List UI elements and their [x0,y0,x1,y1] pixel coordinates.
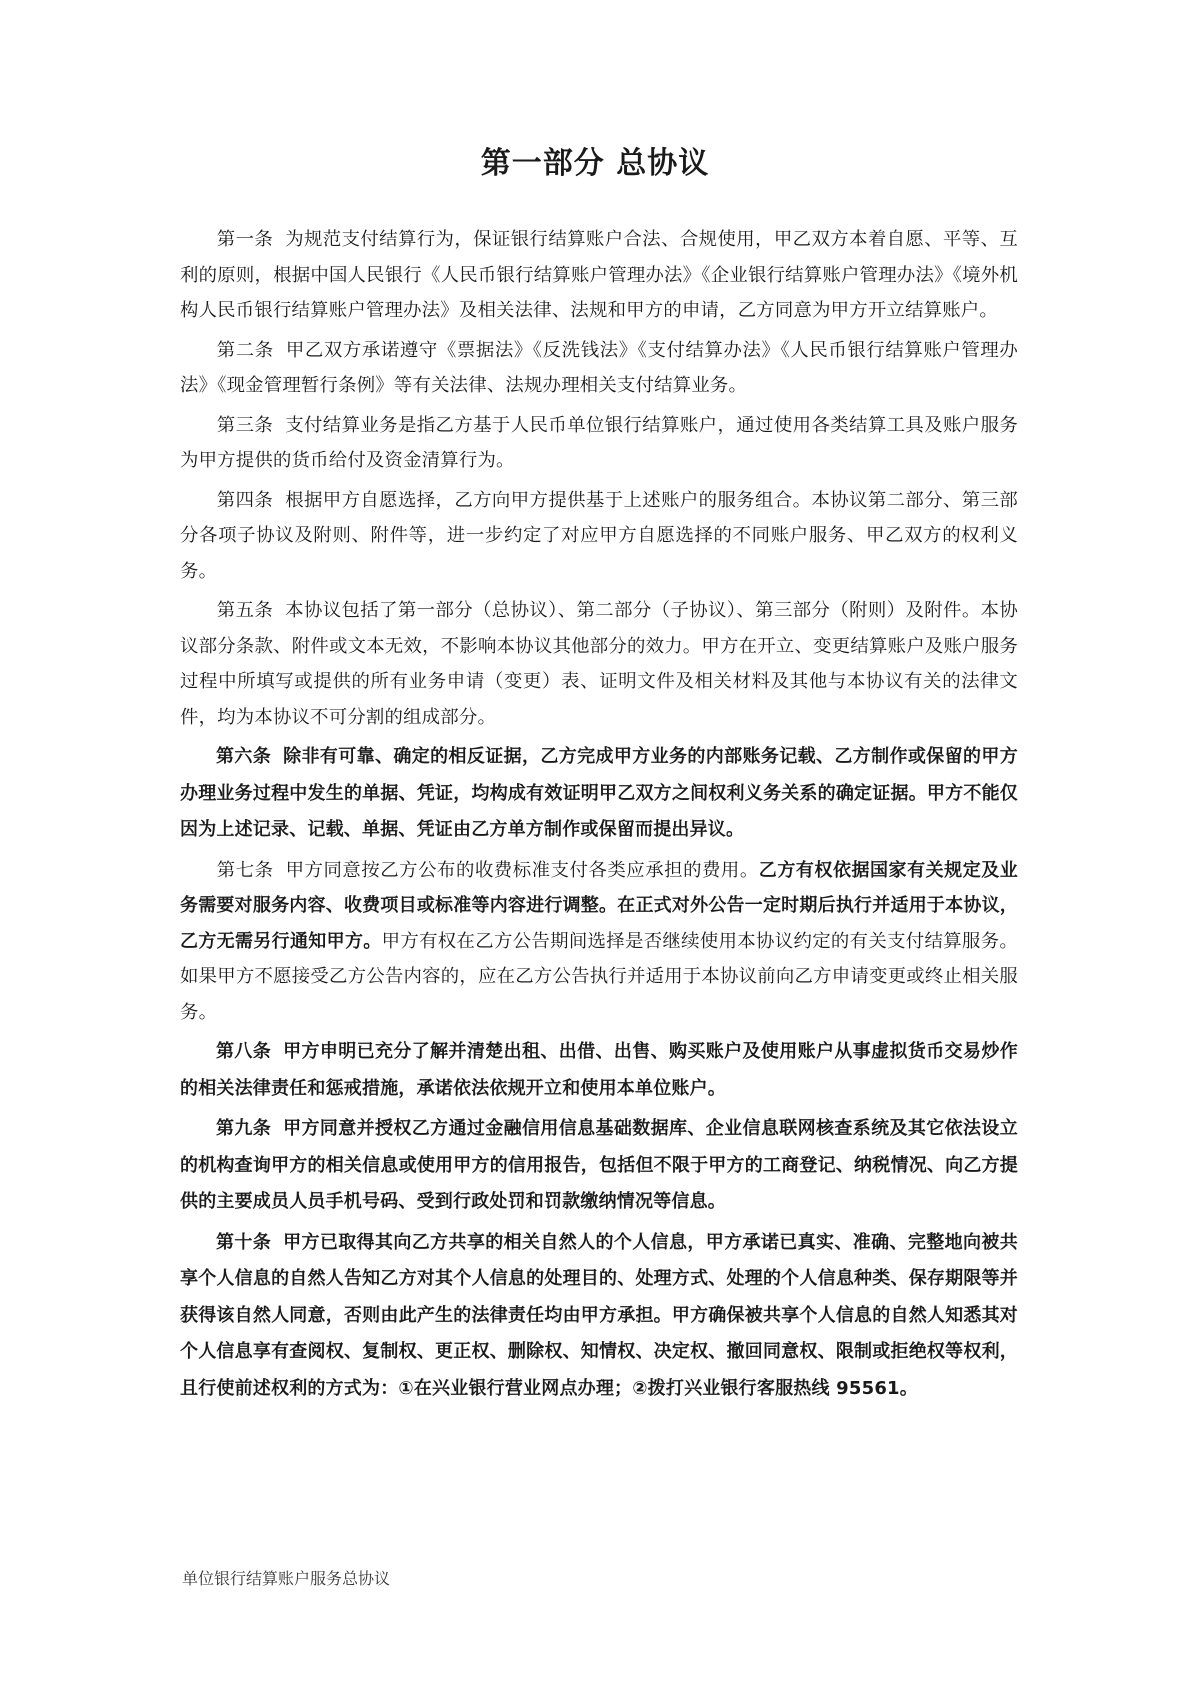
article-text: 本协议包括了第一部分（总协议）、第二部分（子协议）、第三部分（附则）及附件。本协议部分条款、附件或文本无效，不影响本协议其他部分的效力。甲方在开立、变更结算账户及账户服务过程中所填写或提供的所有业务申请（变更）表、证明文件及相关材料及其他与本协议有关的法律文件，均为本协议不可分割的组成部分。 [180,600,1018,728]
article-text: 为规范支付结算行为，保证银行结算账户合法、合规使用，甲乙双方本着自愿、平等、互利的原则，根据中国人民银行《人民币银行结算账户管理办法》《企业银行结算账户管理办法》《境外机构人民币银行结算账户管理办法》及相关法律、法规和甲方的申请，乙方同意为甲方开立结算账户。 [180,229,1018,321]
page-title: 第一部分 总协议 [480,146,710,181]
article-text: 甲方已取得其向乙方共享的相关自然人的个人信息，甲方承诺已真实、准确、完整地向被共享个人信息的自然人告知乙方对其个人信息的处理目的、处理方式、处理的个人信息种类、保存期限等并获得该自然人同意，否则由此产生的法律责任均由甲方承担。甲方确保被共享个人信息的自然人知悉其对个人信息享有查阅权、复制权、更正权、删除权、知情权、决定权、撤回同意权、限制或拒绝权等权利，且行使前述权利的方式为：①在兴业银行营业网点办理；②拨打兴业银行客服热线 95561。 [180,1231,1018,1399]
article-7 [180,853,1018,1031]
article-10 [180,1225,1018,1408]
article-text-plain: 甲方同意按乙方公布的收费标准支付各类应承担的费用。 [285,859,759,881]
article-label: 第二条 [216,339,274,361]
article-5 [180,593,1018,735]
article-6 [180,739,1018,849]
article-text: 甲乙双方承诺遵守《票据法》《反洗钱法》《支付结算办法》《人民币银行结算账户管理办法》《现金管理暂行条例》等有关法律、法规办理相关支付结算业务。 [180,339,1018,396]
article-label: 第八条 [216,1041,272,1062]
article-label: 第九条 [216,1118,272,1139]
article-4 [180,483,1018,590]
article-text: 支付结算业务是指乙方基于人民币单位银行结算账户，通过使用各类结算工具及账户服务为甲方提供的货币给付及资金清算行为。 [180,414,1018,471]
article-text: 除非有可靠、确定的相反证据，乙方完成甲方业务的内部账务记载、乙方制作或保留的甲方办理业务过程中发生的单据、凭证，均构成有效证明甲乙双方之间权利义务关系的确定证据。甲方不能仅因为上述记录、记载、单据、凭证由乙方单方制作或保留而提出异议。 [180,746,1018,840]
article-label: 第五条 [216,600,274,621]
article-label: 第四条 [216,489,274,511]
page-footer: 单位银行结算账户服务总协议 [182,1569,391,1588]
article-label: 第十条 [216,1231,272,1253]
article-text-bold: 乙方有权依据国家有关规定及业务需要对服务内容、收费项目或标准等内容进行调整。在正式对外公告一定时期后执行并适用于本协议，乙方无需另行通知甲方。 [180,859,1018,952]
article-text: 甲方同意并授权乙方通过金融信用信息基础数据库、企业信息联网核查系统及其它依法设立的机构查询甲方的相关信息或使用甲方的信用报告，包括但不限于甲方的工商登记、纳税情况、向乙方提供的主要成员人员手机号码、受到行政处罚和罚款缴纳情况等信息。 [180,1118,1018,1212]
article-1 [180,222,1018,329]
article-2 [180,333,1018,404]
article-text: 根据甲方自愿选择，乙方向甲方提供基于上述账户的服务组合。本协议第二部分、第三部分各项子协议及附则、附件等，进一步约定了对应甲方自愿选择的不同账户服务、甲乙双方的权利义务。 [180,489,1018,582]
article-text-plain: 甲方有权在乙方公告期间选择是否继续使用本协议约定的有关支付结算服务。如果甲方不愿接受乙方公告内容的，应在乙方公告执行并适用于本协议前向乙方申请变更或终止相关服务。 [180,930,1018,1023]
article-label: 第六条 [216,746,272,767]
article-label: 第三条 [216,414,274,436]
article-9 [180,1111,1018,1221]
article-8 [180,1034,1018,1107]
agreement-body [180,222,1018,1411]
article-3 [180,408,1018,479]
article-label: 第一条 [216,229,274,250]
article-text: 甲方申明已充分了解并清楚出租、出借、出售、购买账户及使用账户从事虚拟货币交易炒作的相关法律责任和惩戒措施，承诺依法依规开立和使用本单位账户。 [180,1041,1018,1099]
article-label: 第七条 [216,859,274,881]
